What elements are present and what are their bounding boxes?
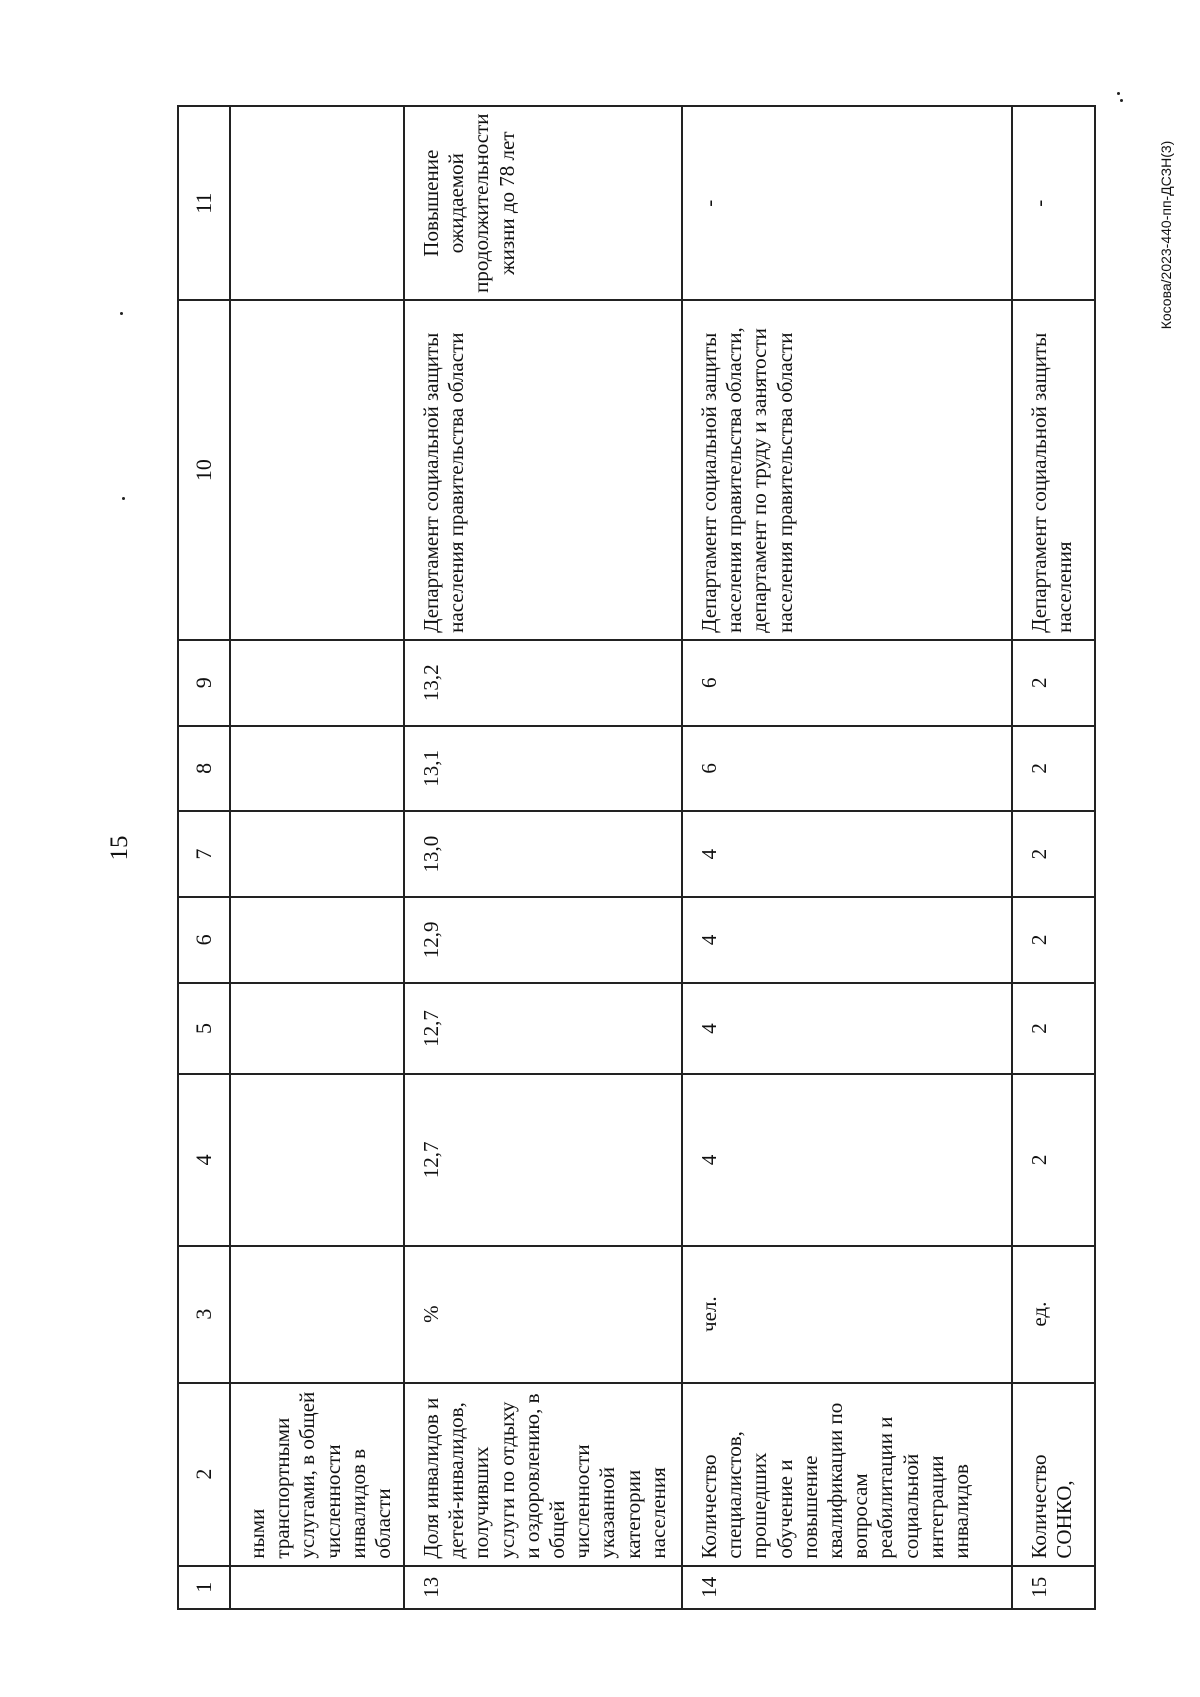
value-cell: 12,7 <box>404 1074 682 1245</box>
row-number: 13 <box>404 1566 682 1609</box>
value-cell: 4 <box>682 983 1012 1074</box>
header-cell: 8 <box>178 726 230 812</box>
table-row <box>1012 106 1095 1609</box>
value-cell <box>230 640 404 726</box>
value-cell: 6 <box>682 640 1012 726</box>
table-row <box>404 106 682 1609</box>
header-row <box>178 106 230 1609</box>
value-cell <box>230 897 404 983</box>
value-cell <box>230 983 404 1074</box>
document-code: Косова/2023-440-пп-ДСЗН(3) <box>1158 140 1174 330</box>
value-cell: 13,0 <box>404 811 682 897</box>
value-cell <box>230 726 404 812</box>
value-cell: 2 <box>1012 640 1095 726</box>
row-number: 15 <box>1012 1566 1095 1609</box>
indicators-table <box>177 105 1096 1610</box>
value-cell: 2 <box>1012 811 1095 897</box>
table-row <box>230 106 404 1609</box>
value-cell <box>230 811 404 897</box>
header-cell: 1 <box>178 1566 230 1609</box>
value-cell: 2 <box>1012 1074 1095 1245</box>
indicator-name: Количество СОНКО, <box>1012 1383 1095 1566</box>
value-cell: 2 <box>1012 983 1095 1074</box>
indicator-name: ными транспортными услугами, в общей численности инвалидов в области <box>230 1383 404 1566</box>
indicator-name: Количество специалистов, прошедших обучение и повышение квалификации по вопросам реабилитации и социальной интеграции инвалидов <box>682 1383 1012 1566</box>
value-cell: 12,7 <box>404 983 682 1074</box>
header-cell: 10 <box>178 300 230 639</box>
expected-result: - <box>682 106 1012 300</box>
executor <box>230 300 404 639</box>
header-cell: 6 <box>178 897 230 983</box>
header-cell: 7 <box>178 811 230 897</box>
scan-speck <box>1117 92 1120 95</box>
rotated-table-wrapper <box>177 105 1092 1610</box>
value-cell: 2 <box>1012 726 1095 812</box>
header-cell: 11 <box>178 106 230 300</box>
expected-result <box>230 106 404 300</box>
value-cell: 4 <box>682 897 1012 983</box>
value-cell <box>230 1074 404 1245</box>
scan-speck <box>122 497 125 500</box>
executor: Департамент социальной защиты населения <box>1012 300 1095 639</box>
scan-speck <box>1120 99 1123 102</box>
value-cell: 4 <box>682 1074 1012 1245</box>
unit <box>230 1246 404 1383</box>
row-number <box>230 1566 404 1609</box>
expected-result: Повышение ожидаемой продолжительности жизни до 78 лет <box>404 106 682 300</box>
value-cell: 13,1 <box>404 726 682 812</box>
executor: Департамент социальной защиты населения правительства области, департамент по труду и занятости населения правительства области <box>682 300 1012 639</box>
value-cell: 4 <box>682 811 1012 897</box>
expected-result: - <box>1012 106 1095 300</box>
unit: ед. <box>1012 1246 1095 1383</box>
header-cell: 4 <box>178 1074 230 1245</box>
header-cell: 2 <box>178 1383 230 1566</box>
header-cell: 5 <box>178 983 230 1074</box>
executor: Департамент социальной защиты населения правительства области <box>404 300 682 639</box>
table-row <box>682 106 1012 1609</box>
indicator-name: Доля инвалидов и детей-инвалидов, получивших услуги по отдыху и оздоровлению, в общей численности указанной категории населения <box>404 1383 682 1566</box>
unit: % <box>404 1246 682 1383</box>
unit: чел. <box>682 1246 1012 1383</box>
header-cell: 3 <box>178 1246 230 1383</box>
value-cell: 6 <box>682 726 1012 812</box>
row-number: 14 <box>682 1566 1012 1609</box>
value-cell: 12,9 <box>404 897 682 983</box>
page-number: 15 <box>106 835 133 861</box>
value-cell: 2 <box>1012 897 1095 983</box>
value-cell: 13,2 <box>404 640 682 726</box>
header-cell: 9 <box>178 640 230 726</box>
scan-speck <box>120 312 123 315</box>
